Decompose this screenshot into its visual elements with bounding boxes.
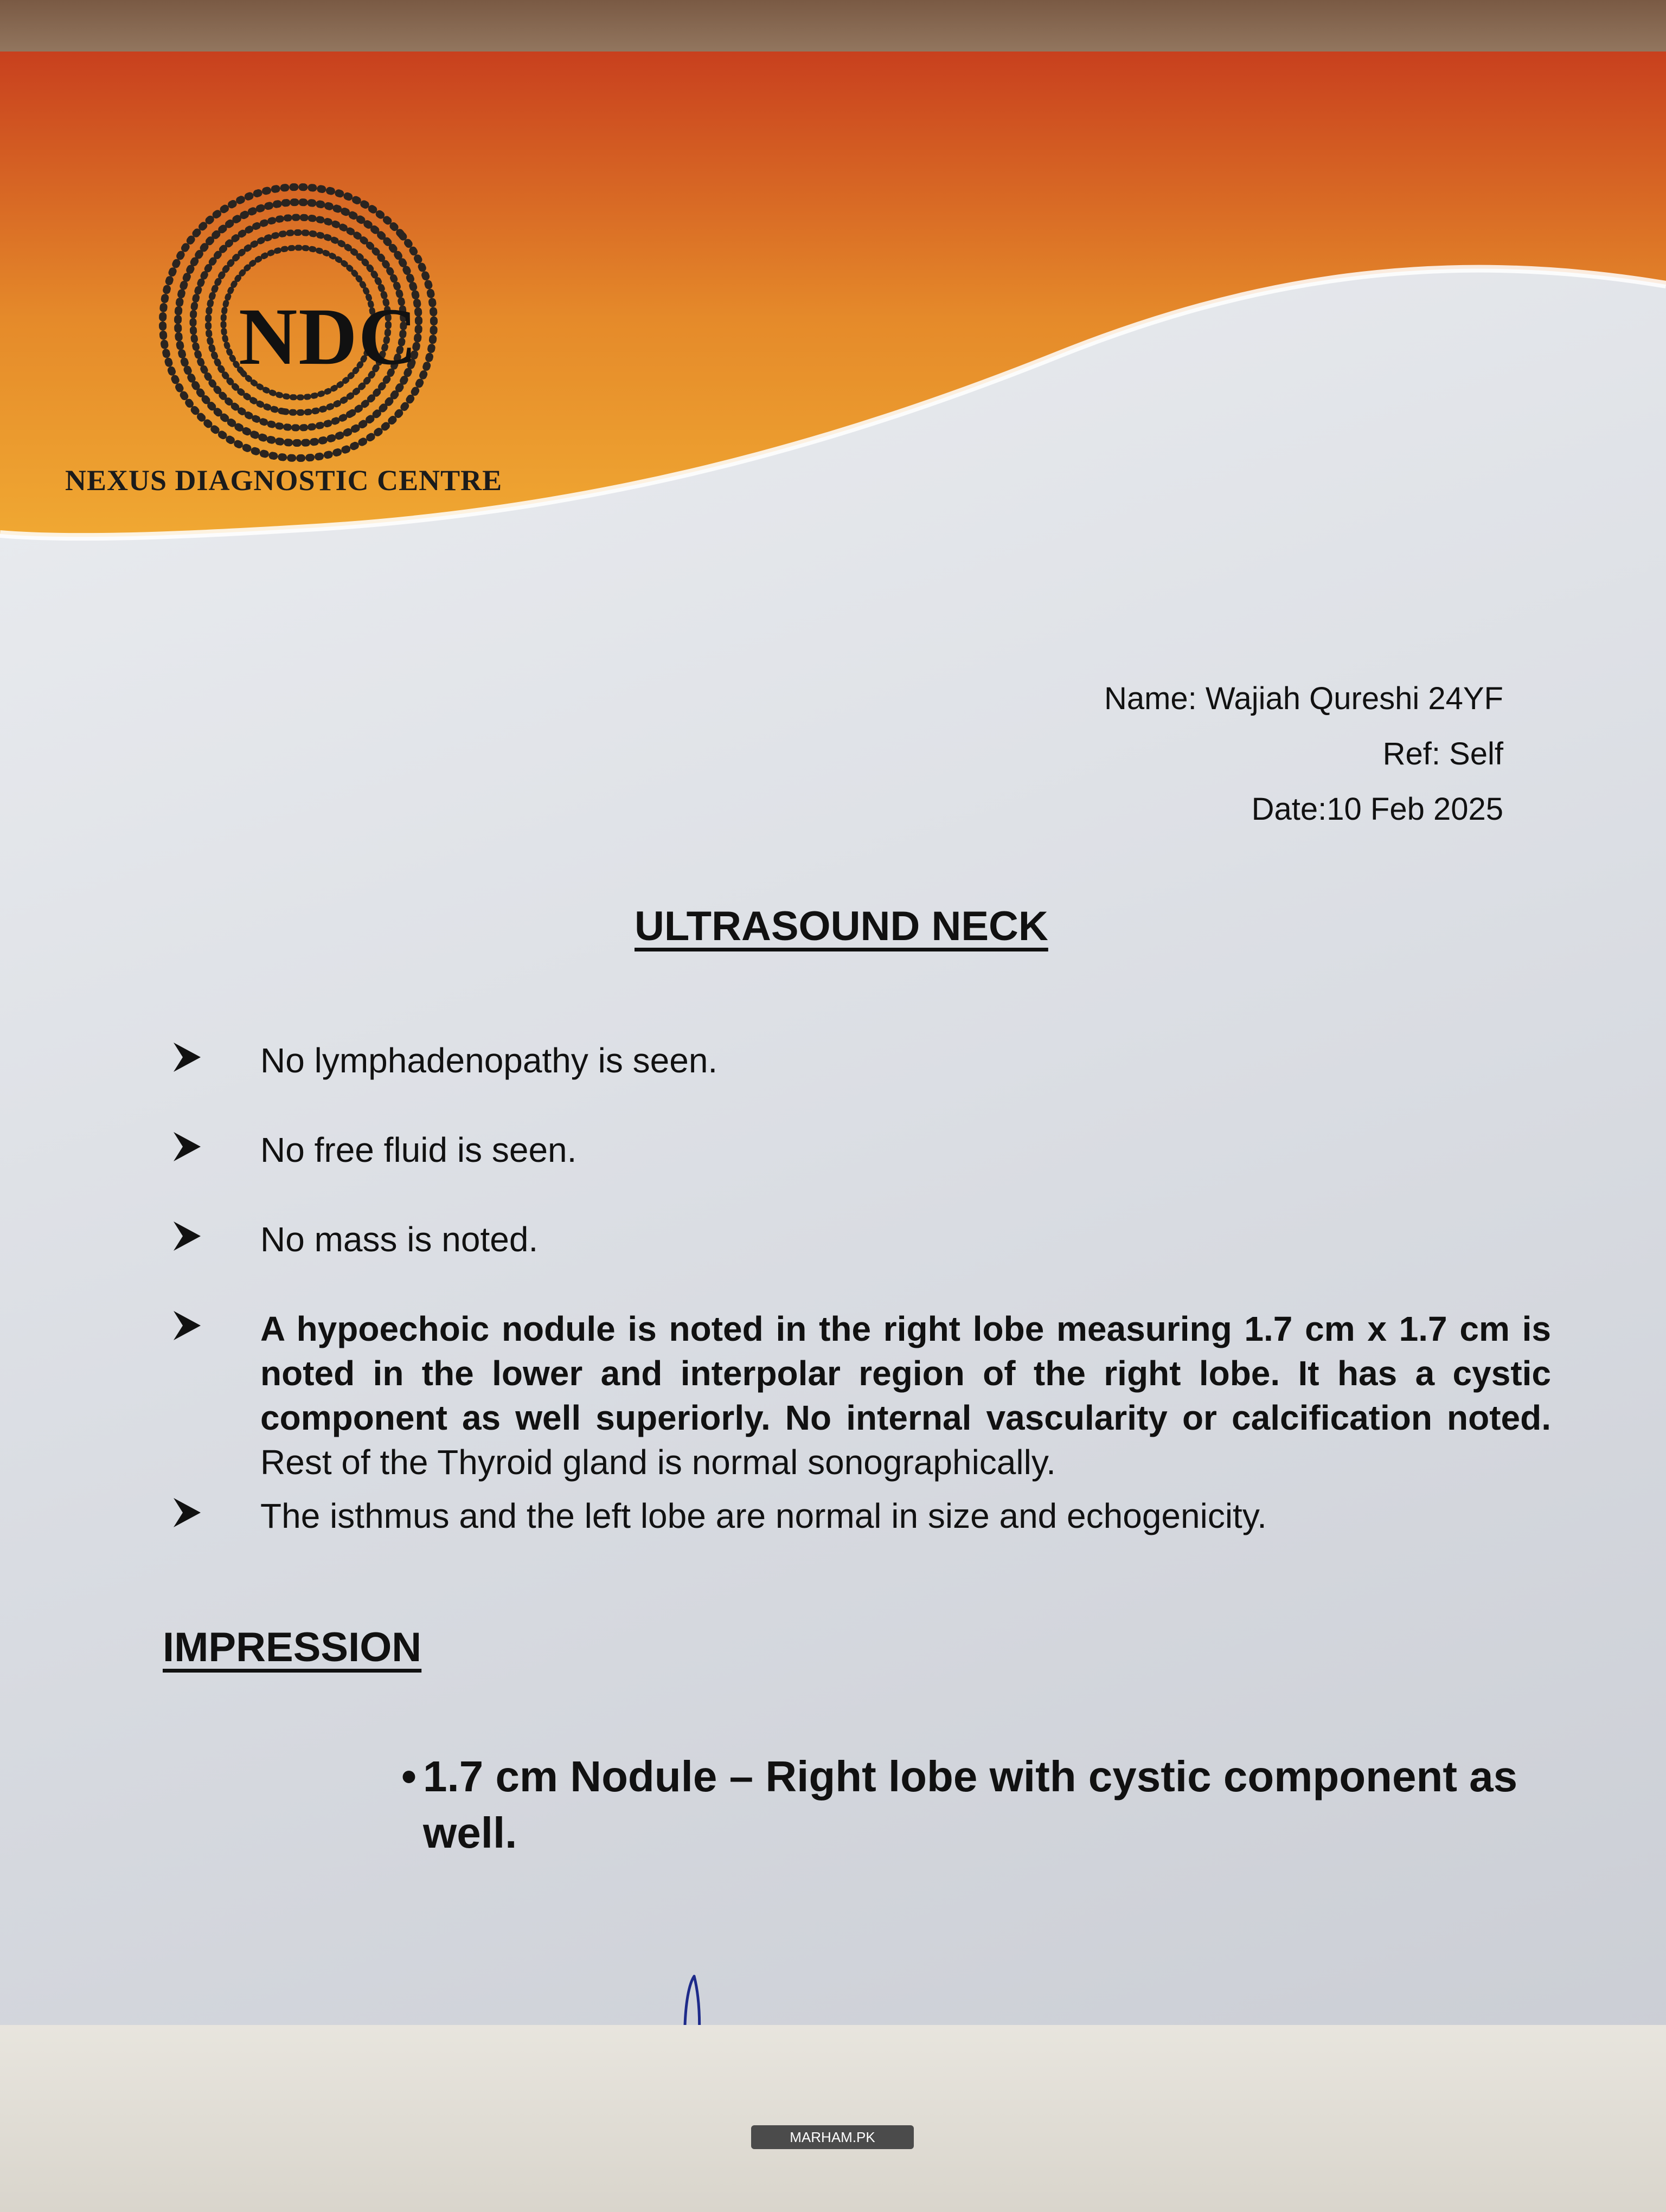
organization-name: NEXUS DIAGNOSTIC CENTRE	[65, 464, 503, 497]
arrowhead-icon	[168, 1038, 206, 1076]
report-sheet	[0, 52, 1666, 2212]
finding-text: No lymphadenopathy is seen.	[260, 1041, 718, 1080]
referral: Ref: Self	[1382, 736, 1503, 771]
finding-bold-text: A hypoechoic nodule is noted in the right lobe measuring 1.7 cm x 1.7 cm is noted in the lower and interpolar region of the right lobe. It has a cystic component as well superiorly. No internal vascularity or calcification noted.	[260, 1309, 1551, 1437]
finding-text: No mass is noted.	[260, 1220, 539, 1259]
dot-icon: •	[401, 1752, 417, 1801]
impression-item	[401, 1748, 1573, 1861]
folder-tray	[0, 2025, 1666, 2212]
logo-text: NDC	[239, 292, 418, 382]
arrowhead-icon	[168, 1307, 206, 1345]
finding-normal-text: Rest of the Thyroid gland is normal sonographically.	[260, 1443, 1056, 1482]
report-date: Date:10 Feb 2025	[1251, 792, 1503, 827]
finding-text: The isthmus and the left lobe are normal in size and echogenicity.	[260, 1496, 1267, 1535]
impression-heading: IMPRESSION	[163, 1624, 422, 1670]
arrowhead-icon	[168, 1494, 206, 1532]
arrowhead-icon	[168, 1217, 206, 1255]
report-title: ULTRASOUND NECK	[635, 903, 1048, 949]
patient-name: Name: Wajiah Qureshi 24YF	[1104, 681, 1503, 716]
arrowhead-icon	[168, 1128, 206, 1166]
finding-text: No free fluid is seen.	[260, 1130, 577, 1169]
impression-text: 1.7 cm Nodule – Right lobe with cystic component as well.	[423, 1752, 1518, 1857]
watermark: MARHAM.PK	[751, 2125, 914, 2149]
finding-text	[260, 1307, 1551, 1484]
